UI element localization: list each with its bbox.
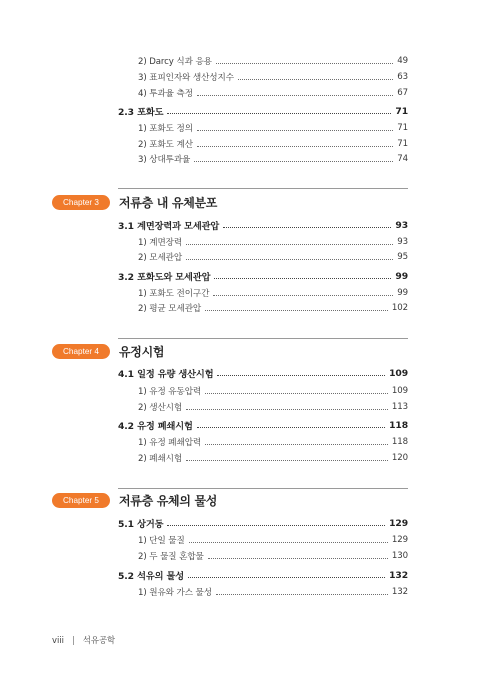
toc-section-page: 99 bbox=[395, 270, 408, 282]
toc-entry-label: 1) 포화도 전이구간 bbox=[138, 289, 210, 299]
toc-entry-page: 129 bbox=[391, 535, 408, 545]
dot-leader bbox=[213, 295, 393, 296]
toc-entry-page: 120 bbox=[391, 453, 408, 463]
toc-section[interactable] bbox=[118, 516, 408, 530]
toc-entry-label: 2) 폐쇄시험 bbox=[138, 454, 183, 464]
toc-entry-page: 109 bbox=[391, 386, 408, 396]
dot-leader bbox=[197, 95, 393, 96]
toc-entry-page: 67 bbox=[397, 88, 408, 98]
toc-section[interactable] bbox=[118, 104, 408, 118]
toc-entry[interactable] bbox=[118, 286, 408, 300]
toc-section-label: 4.1 일정 유량 생산시험 bbox=[118, 369, 214, 380]
toc-entry[interactable] bbox=[118, 549, 408, 563]
toc-entry[interactable] bbox=[118, 451, 408, 465]
toc-section-page: 129 bbox=[389, 517, 408, 529]
chapter-badge: Chapter 3 bbox=[52, 195, 110, 210]
dot-leader bbox=[214, 278, 391, 279]
toc-entry[interactable] bbox=[118, 70, 408, 84]
chapter-title[interactable]: 저류층 내 유체분포 bbox=[119, 196, 218, 210]
toc-entry-page: 71 bbox=[397, 139, 408, 149]
toc-entry[interactable] bbox=[118, 250, 408, 264]
toc-entry[interactable] bbox=[118, 54, 408, 68]
toc-entry-label: 2) Darcy 식과 응용 bbox=[138, 57, 212, 67]
toc-entry[interactable] bbox=[118, 121, 408, 135]
toc-section[interactable] bbox=[118, 366, 408, 380]
toc-entry-label: 3) 표피인자와 생산성지수 bbox=[138, 73, 234, 83]
book-title: 석유공학 bbox=[82, 635, 116, 645]
toc-entry-page: 63 bbox=[397, 72, 408, 82]
chapter-badge: Chapter 5 bbox=[52, 493, 110, 508]
toc-entry[interactable] bbox=[118, 533, 408, 547]
toc-entry-label: 1) 계면장력 bbox=[138, 238, 183, 248]
dot-leader bbox=[186, 409, 388, 410]
dot-leader bbox=[197, 427, 385, 428]
toc-entry-label: 1) 원유와 가스 물성 bbox=[138, 588, 212, 598]
toc-section[interactable] bbox=[118, 418, 408, 432]
toc-entry-label: 4) 투과율 측정 bbox=[138, 89, 193, 99]
dot-leader bbox=[186, 259, 393, 260]
toc-section-label: 3.1 계면장력과 모세관압 bbox=[118, 221, 220, 232]
dot-leader bbox=[167, 113, 391, 114]
dot-leader bbox=[205, 310, 388, 311]
toc-entry-page: 132 bbox=[391, 587, 408, 597]
dot-leader bbox=[188, 577, 385, 578]
toc-entry-label: 2) 생산시험 bbox=[138, 403, 183, 413]
chapter-divider bbox=[118, 488, 408, 489]
toc-entry-page: 113 bbox=[391, 402, 408, 412]
toc-entry-label: 2) 두 물질 혼합물 bbox=[138, 552, 204, 562]
toc-entry-label: 2) 포화도 계산 bbox=[138, 140, 193, 150]
toc-entry-page: 130 bbox=[391, 551, 408, 561]
dot-leader bbox=[205, 393, 388, 394]
toc-section[interactable] bbox=[118, 218, 408, 232]
toc-entry-label: 1) 단일 물질 bbox=[138, 536, 185, 546]
toc-entry-label: 3) 상대투과율 bbox=[138, 155, 191, 165]
toc-entry-label: 1) 유정 폐쇄압력 bbox=[138, 438, 202, 448]
chapter-divider bbox=[118, 338, 408, 339]
dot-leader bbox=[167, 525, 385, 526]
toc-entry-page: 118 bbox=[391, 437, 408, 447]
dot-leader bbox=[189, 542, 388, 543]
toc-section-label: 2.3 포화도 bbox=[118, 107, 164, 118]
page-number: viii bbox=[52, 635, 64, 645]
dot-leader bbox=[216, 594, 388, 595]
toc-entry[interactable] bbox=[118, 585, 408, 599]
toc-section-page: 109 bbox=[389, 367, 408, 379]
toc-section[interactable] bbox=[118, 568, 408, 582]
page-footer bbox=[52, 634, 115, 646]
toc-section-label: 5.1 상거동 bbox=[118, 519, 164, 530]
chapter-divider bbox=[118, 188, 408, 189]
dot-leader bbox=[194, 161, 393, 162]
toc-entry-page: 95 bbox=[397, 252, 408, 262]
toc-section[interactable] bbox=[118, 269, 408, 283]
toc-entry[interactable] bbox=[118, 301, 408, 315]
toc-entry[interactable] bbox=[118, 86, 408, 100]
toc-entry[interactable] bbox=[118, 152, 408, 166]
toc-entry-page: 102 bbox=[391, 303, 408, 313]
toc-section-label: 3.2 포화도와 모세관압 bbox=[118, 272, 211, 283]
dot-leader bbox=[208, 558, 388, 559]
dot-leader bbox=[197, 146, 393, 147]
toc-entry[interactable] bbox=[118, 384, 408, 398]
dot-leader bbox=[223, 227, 391, 228]
toc-entry[interactable] bbox=[118, 400, 408, 414]
toc-section-page: 132 bbox=[389, 569, 408, 581]
toc-entry-page: 49 bbox=[397, 56, 408, 66]
dot-leader bbox=[186, 244, 393, 245]
dot-leader bbox=[238, 79, 393, 80]
dot-leader bbox=[186, 460, 388, 461]
chapter-title[interactable]: 유정시험 bbox=[119, 345, 165, 359]
toc-entry-page: 74 bbox=[397, 154, 408, 164]
dot-leader bbox=[205, 444, 388, 445]
toc-entry-page: 99 bbox=[397, 288, 408, 298]
dot-leader bbox=[197, 130, 393, 131]
toc-entry[interactable] bbox=[118, 235, 408, 249]
toc-section-label: 5.2 석유의 물성 bbox=[118, 571, 185, 582]
toc-entry-page: 93 bbox=[397, 237, 408, 247]
toc-entry-label: 2) 평균 모세관압 bbox=[138, 304, 202, 314]
chapter-title[interactable]: 저류층 유체의 물성 bbox=[119, 494, 218, 508]
toc-section-page: 71 bbox=[395, 105, 408, 117]
toc-entry-label: 1) 유정 유동압력 bbox=[138, 387, 202, 397]
toc-entry-label: 1) 포화도 정의 bbox=[138, 124, 193, 134]
toc-section-page: 118 bbox=[389, 419, 408, 431]
toc-entry[interactable] bbox=[118, 137, 408, 151]
footer-separator: | bbox=[71, 635, 75, 645]
toc-section-page: 93 bbox=[395, 219, 408, 231]
chapter-badge: Chapter 4 bbox=[52, 344, 110, 359]
toc-entry[interactable] bbox=[118, 435, 408, 449]
toc-entry-label: 2) 모세관압 bbox=[138, 253, 183, 263]
toc-section-label: 4.2 유정 폐쇄시험 bbox=[118, 421, 193, 432]
dot-leader bbox=[217, 375, 385, 376]
dot-leader bbox=[216, 63, 393, 64]
toc-entry-page: 71 bbox=[397, 123, 408, 133]
